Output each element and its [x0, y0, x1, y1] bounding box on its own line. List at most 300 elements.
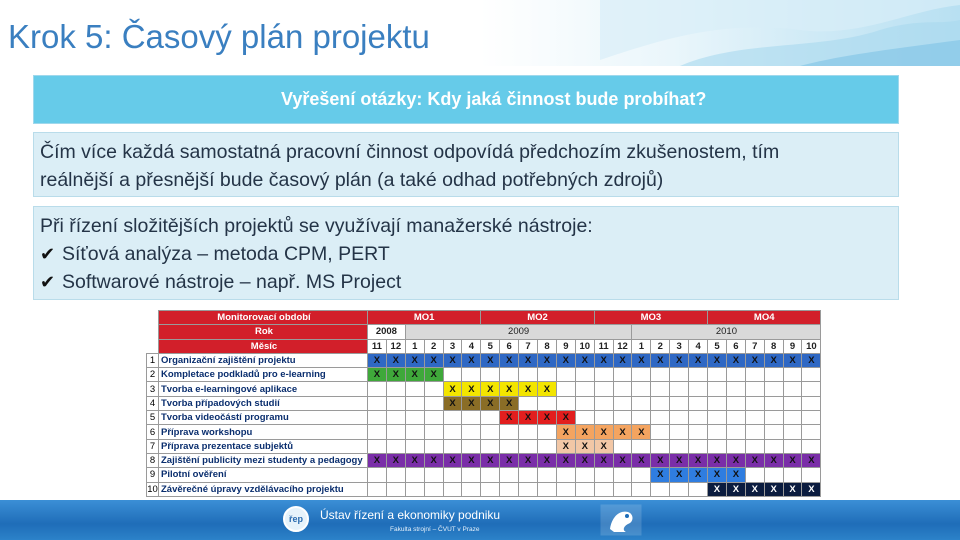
empty-cell: [575, 368, 594, 382]
empty-cell: [368, 439, 387, 453]
empty-cell: [594, 411, 613, 425]
month-cell: 10: [802, 339, 821, 353]
empty-cell: [783, 468, 802, 482]
empty-cell: [481, 468, 500, 482]
activity-name: Tvorba případových studií: [159, 396, 368, 410]
gantt-bar-cell: X: [481, 382, 500, 396]
empty-cell: [802, 468, 821, 482]
gantt-bar-cell: X: [538, 453, 557, 467]
empty-cell: [670, 482, 689, 496]
gantt-bar-cell: X: [575, 353, 594, 367]
gantt-bar-cell: X: [632, 425, 651, 439]
empty-cell: [481, 368, 500, 382]
gantt-bar-cell: X: [368, 353, 387, 367]
gantt-bar-cell: X: [726, 482, 745, 496]
empty-cell: [594, 396, 613, 410]
gantt-bar-cell: X: [481, 353, 500, 367]
empty-cell: [689, 411, 708, 425]
gantt-bar-cell: X: [405, 453, 424, 467]
gantt-bar-cell: X: [745, 353, 764, 367]
month-cell: 6: [726, 339, 745, 353]
empty-cell: [368, 411, 387, 425]
gantt-row: [147, 411, 821, 425]
gantt-bar-cell: X: [764, 353, 783, 367]
gantt-bar-cell: X: [556, 453, 575, 467]
empty-cell: [613, 396, 632, 410]
empty-cell: [651, 482, 670, 496]
empty-cell: [670, 425, 689, 439]
gantt-bar-cell: X: [726, 453, 745, 467]
tools-intro: Při řízení složitějších projektů se využívají manažerské nástroje:: [40, 215, 593, 237]
empty-cell: [670, 411, 689, 425]
gantt-row: [147, 353, 821, 367]
empty-cell: [708, 382, 727, 396]
empty-cell: [764, 396, 783, 410]
empty-cell: [764, 468, 783, 482]
month-header: Měsíc: [159, 339, 368, 353]
empty-cell: [708, 425, 727, 439]
faculty-name: Fakulta strojní – ČVUT v Praze: [390, 526, 480, 533]
empty-cell: [481, 411, 500, 425]
period-mo4: MO4: [708, 311, 821, 325]
activity-number: 7: [147, 439, 159, 453]
empty-cell: [386, 425, 405, 439]
month-cell: 9: [783, 339, 802, 353]
empty-cell: [708, 411, 727, 425]
gantt-bar-cell: X: [575, 453, 594, 467]
gantt-row: [147, 396, 821, 410]
gantt-bar-cell: X: [481, 396, 500, 410]
gantt-bar-cell: X: [613, 453, 632, 467]
empty-cell: [783, 439, 802, 453]
year-2008: 2008: [368, 325, 406, 339]
empty-cell: [783, 411, 802, 425]
month-cell: 12: [386, 339, 405, 353]
activity-name: Příprava prezentace subjektů: [159, 439, 368, 453]
empty-cell: [519, 396, 538, 410]
paragraph-line-2: reálnější a přesnější bude časový plán (a také odhad potřebných zdrojů): [40, 169, 664, 191]
gantt-bar-cell: X: [594, 439, 613, 453]
empty-cell: [689, 425, 708, 439]
empty-cell: [368, 468, 387, 482]
gantt-bar-cell: X: [405, 368, 424, 382]
gantt-bar-cell: X: [708, 453, 727, 467]
gantt-bar-cell: X: [575, 439, 594, 453]
empty-cell: [632, 411, 651, 425]
empty-cell: [802, 368, 821, 382]
empty-cell: [613, 411, 632, 425]
activity-number: 2: [147, 368, 159, 382]
empty-cell: [613, 482, 632, 496]
empty-cell: [500, 468, 519, 482]
empty-cell: [443, 439, 462, 453]
gantt-bar-cell: X: [405, 353, 424, 367]
empty-cell: [783, 396, 802, 410]
empty-cell: [802, 439, 821, 453]
empty-cell: [462, 425, 481, 439]
activity-number: 5: [147, 411, 159, 425]
empty-cell: [745, 439, 764, 453]
gantt-row: [147, 453, 821, 467]
gantt-bar-cell: X: [802, 353, 821, 367]
empty-cell: [613, 368, 632, 382]
empty-cell: [613, 382, 632, 396]
empty-cell: [443, 425, 462, 439]
month-cell: 8: [538, 339, 557, 353]
empty-cell: [519, 482, 538, 496]
month-cell: 3: [670, 339, 689, 353]
gantt-bar-cell: X: [500, 382, 519, 396]
empty-cell: [708, 396, 727, 410]
empty-cell: [538, 396, 557, 410]
empty-cell: [670, 368, 689, 382]
empty-cell: [670, 382, 689, 396]
empty-cell: [708, 439, 727, 453]
period-mo2: MO2: [481, 311, 594, 325]
empty-cell: [651, 368, 670, 382]
gantt-bar-cell: X: [424, 453, 443, 467]
gantt-bar-cell: X: [538, 353, 557, 367]
empty-cell: [462, 368, 481, 382]
empty-cell: [726, 396, 745, 410]
gantt-bar-cell: X: [708, 468, 727, 482]
activity-number: 1: [147, 353, 159, 367]
gantt-bar-cell: X: [764, 453, 783, 467]
footer-bar: [0, 500, 960, 540]
gantt-bar-cell: X: [783, 453, 802, 467]
empty-cell: [651, 411, 670, 425]
empty-cell: [386, 439, 405, 453]
empty-cell: [764, 368, 783, 382]
banner-text: Vyřešení otázky: Kdy jaká činnost bude probíhat?: [281, 89, 707, 109]
checkmark-icon: ✔: [40, 272, 56, 292]
empty-cell: [462, 411, 481, 425]
empty-cell: [670, 439, 689, 453]
empty-cell: [481, 425, 500, 439]
month-cell: 3: [443, 339, 462, 353]
empty-cell: [575, 411, 594, 425]
empty-cell: [726, 425, 745, 439]
gantt-bar-cell: X: [538, 411, 557, 425]
paragraph-line-1: Čím více každá samostatná pracovní činnost odpovídá předchozím zkušenostem, tím: [40, 141, 780, 163]
gantt-bar-cell: X: [462, 353, 481, 367]
month-cell: 8: [764, 339, 783, 353]
empty-cell: [368, 396, 387, 410]
gantt-bar-cell: X: [481, 453, 500, 467]
activity-number: 6: [147, 425, 159, 439]
activity-name: Příprava workshopu: [159, 425, 368, 439]
empty-cell: [651, 382, 670, 396]
empty-cell: [594, 368, 613, 382]
empty-cell: [368, 425, 387, 439]
checkmark-icon: ✔: [40, 244, 56, 264]
period-header: Monitorovací období: [159, 311, 368, 325]
empty-cell: [613, 468, 632, 482]
gantt-bar-cell: X: [651, 453, 670, 467]
empty-cell: [575, 382, 594, 396]
empty-cell: [632, 368, 651, 382]
gantt-bar-cell: X: [689, 353, 708, 367]
empty-cell: [802, 411, 821, 425]
empty-cell: [386, 468, 405, 482]
empty-cell: [538, 468, 557, 482]
gantt-row: [147, 382, 821, 396]
gantt-bar-cell: X: [651, 353, 670, 367]
page-title: Krok 5: Časový plán projektu: [8, 18, 430, 55]
month-cell: 4: [462, 339, 481, 353]
empty-cell: [538, 439, 557, 453]
empty-cell: [594, 482, 613, 496]
empty-cell: [764, 439, 783, 453]
empty-cell: [405, 396, 424, 410]
empty-cell: [443, 368, 462, 382]
empty-cell: [632, 439, 651, 453]
wave-decoration-icon: [600, 0, 960, 66]
gantt-row: [147, 468, 821, 482]
gantt-bar-cell: X: [594, 425, 613, 439]
empty-cell: [632, 382, 651, 396]
gantt-bar-cell: X: [519, 411, 538, 425]
month-cell: 7: [519, 339, 538, 353]
gantt-bar-cell: X: [556, 439, 575, 453]
gantt-bar-cell: X: [708, 353, 727, 367]
period-mo3: MO3: [594, 311, 707, 325]
month-cell: 1: [405, 339, 424, 353]
text-box-2: [33, 206, 899, 300]
empty-cell: [726, 368, 745, 382]
month-cell: 9: [556, 339, 575, 353]
activity-number: 9: [147, 468, 159, 482]
gantt-bar-cell: X: [783, 482, 802, 496]
gantt-bar-cell: X: [594, 353, 613, 367]
empty-cell: [632, 396, 651, 410]
empty-cell: [405, 382, 424, 396]
gantt-bar-cell: X: [802, 482, 821, 496]
month-cell: 1: [632, 339, 651, 353]
empty-cell: [405, 411, 424, 425]
empty-cell: [500, 368, 519, 382]
bullet-item: ✔ Softwarové nástroje – např. MS Project: [40, 271, 402, 293]
empty-cell: [764, 425, 783, 439]
empty-cell: [368, 382, 387, 396]
gantt-bar-cell: X: [462, 382, 481, 396]
gantt-bar-cell: X: [368, 368, 387, 382]
gantt-row: [147, 439, 821, 453]
gantt-chart: [146, 310, 821, 497]
year-2009: 2009: [405, 325, 632, 339]
text-box-1: [33, 132, 899, 197]
gantt-bar-cell: X: [443, 453, 462, 467]
empty-cell: [519, 468, 538, 482]
empty-cell: [462, 468, 481, 482]
empty-cell: [689, 368, 708, 382]
gantt-bar-cell: X: [556, 425, 575, 439]
year-2010: 2010: [632, 325, 821, 339]
month-cell: 7: [745, 339, 764, 353]
empty-cell: [802, 396, 821, 410]
empty-cell: [802, 425, 821, 439]
empty-cell: [386, 411, 405, 425]
empty-cell: [424, 382, 443, 396]
activity-name: Kompletace podkladů pro e-learning: [159, 368, 368, 382]
empty-cell: [519, 439, 538, 453]
gantt-bar-cell: X: [632, 353, 651, 367]
empty-cell: [632, 468, 651, 482]
gantt-bar-cell: X: [594, 453, 613, 467]
period-mo1: MO1: [368, 311, 481, 325]
empty-cell: [500, 482, 519, 496]
empty-cell: [519, 425, 538, 439]
empty-cell: [556, 482, 575, 496]
empty-cell: [405, 468, 424, 482]
gantt-bar-cell: X: [726, 468, 745, 482]
empty-cell: [443, 482, 462, 496]
empty-cell: [726, 382, 745, 396]
empty-cell: [368, 482, 387, 496]
gantt-bar-cell: X: [783, 353, 802, 367]
gantt-bar-cell: X: [802, 453, 821, 467]
gantt-row: [147, 482, 821, 496]
gantt-bar-cell: X: [670, 453, 689, 467]
gantt-bar-cell: X: [500, 353, 519, 367]
empty-cell: [556, 396, 575, 410]
empty-cell: [783, 368, 802, 382]
empty-cell: [424, 468, 443, 482]
empty-cell: [556, 382, 575, 396]
empty-cell: [745, 368, 764, 382]
activity-name: Zajištění publicity mezi studenty a pedagogy: [159, 453, 368, 467]
empty-cell: [500, 425, 519, 439]
empty-cell: [424, 439, 443, 453]
empty-cell: [538, 368, 557, 382]
gantt-bar-cell: X: [519, 382, 538, 396]
empty-cell: [500, 439, 519, 453]
gantt-bar-cell: X: [632, 453, 651, 467]
month-cell: 11: [368, 339, 387, 353]
gantt-bar-cell: X: [575, 425, 594, 439]
empty-cell: [405, 439, 424, 453]
empty-cell: [764, 411, 783, 425]
empty-cell: [386, 482, 405, 496]
gantt-bar-cell: X: [519, 453, 538, 467]
gantt-bar-cell: X: [538, 382, 557, 396]
empty-cell: [745, 382, 764, 396]
gantt-bar-cell: X: [500, 411, 519, 425]
gantt-bar-cell: X: [708, 482, 727, 496]
month-cell: 5: [481, 339, 500, 353]
gantt-bar-cell: X: [670, 353, 689, 367]
institute-logo: řep: [283, 506, 309, 532]
empty-cell: [745, 396, 764, 410]
empty-cell: [594, 468, 613, 482]
empty-cell: [726, 411, 745, 425]
empty-cell: [726, 439, 745, 453]
empty-cell: [538, 482, 557, 496]
empty-cell: [783, 425, 802, 439]
gantt-bar-cell: X: [500, 396, 519, 410]
activity-name: Tvorba videočástí programu: [159, 411, 368, 425]
empty-cell: [443, 411, 462, 425]
empty-cell: [613, 439, 632, 453]
gantt-bar-cell: X: [462, 396, 481, 410]
year-header: Rok: [159, 325, 368, 339]
gantt-bar-cell: X: [651, 468, 670, 482]
gantt-bar-cell: X: [443, 396, 462, 410]
empty-cell: [745, 411, 764, 425]
gantt-bar-cell: X: [368, 453, 387, 467]
gantt-bar-cell: X: [764, 482, 783, 496]
empty-cell: [386, 382, 405, 396]
empty-cell: [689, 482, 708, 496]
activity-name: Tvorba e-learningové aplikace: [159, 382, 368, 396]
gantt-bar-cell: X: [443, 382, 462, 396]
empty-cell: [538, 425, 557, 439]
empty-cell: [632, 482, 651, 496]
empty-cell: [481, 439, 500, 453]
empty-cell: [556, 468, 575, 482]
gantt-row: [147, 368, 821, 382]
gantt-bar-cell: X: [689, 468, 708, 482]
activity-name: Závěrečné úpravy vzdělávacího projektu: [159, 482, 368, 496]
gantt-bar-cell: X: [386, 353, 405, 367]
empty-cell: [462, 482, 481, 496]
empty-cell: [575, 396, 594, 410]
empty-cell: [556, 368, 575, 382]
empty-cell: [802, 382, 821, 396]
month-cell: 4: [689, 339, 708, 353]
institute-name: Ústav řízení a ekonomiky podniku: [320, 508, 501, 522]
empty-cell: [651, 425, 670, 439]
empty-cell: [424, 396, 443, 410]
empty-cell: [386, 396, 405, 410]
question-banner: [33, 75, 899, 124]
university-lion-logo-icon: [600, 504, 642, 536]
empty-cell: [708, 368, 727, 382]
gantt-bar-cell: X: [519, 353, 538, 367]
gantt-bar-cell: X: [670, 468, 689, 482]
activity-name: Organizační zajištění projektu: [159, 353, 368, 367]
gantt-bar-cell: X: [386, 368, 405, 382]
gantt-bar-cell: X: [424, 353, 443, 367]
gantt-bar-cell: X: [424, 368, 443, 382]
gantt-bar-cell: X: [556, 411, 575, 425]
empty-cell: [443, 468, 462, 482]
empty-cell: [575, 482, 594, 496]
empty-cell: [405, 425, 424, 439]
empty-cell: [575, 468, 594, 482]
gantt-bar-cell: X: [462, 453, 481, 467]
gantt-bar-cell: X: [745, 453, 764, 467]
empty-cell: [745, 425, 764, 439]
empty-cell: [651, 439, 670, 453]
empty-cell: [405, 482, 424, 496]
activity-number: 10: [147, 483, 158, 495]
month-cell: 2: [651, 339, 670, 353]
bullet-item: ✔ Síťová analýza – metoda CPM, PERT: [40, 243, 390, 265]
empty-cell: [424, 425, 443, 439]
empty-cell: [764, 382, 783, 396]
month-cell: 6: [500, 339, 519, 353]
empty-cell: [783, 382, 802, 396]
month-cell: 5: [708, 339, 727, 353]
empty-cell: [462, 439, 481, 453]
activity-name: Pilotní ověření: [159, 468, 368, 482]
gantt-bar-cell: X: [386, 453, 405, 467]
month-cell: 11: [594, 339, 613, 353]
month-cell: 10: [575, 339, 594, 353]
gantt-bar-cell: X: [500, 453, 519, 467]
gantt-bar-cell: X: [443, 353, 462, 367]
